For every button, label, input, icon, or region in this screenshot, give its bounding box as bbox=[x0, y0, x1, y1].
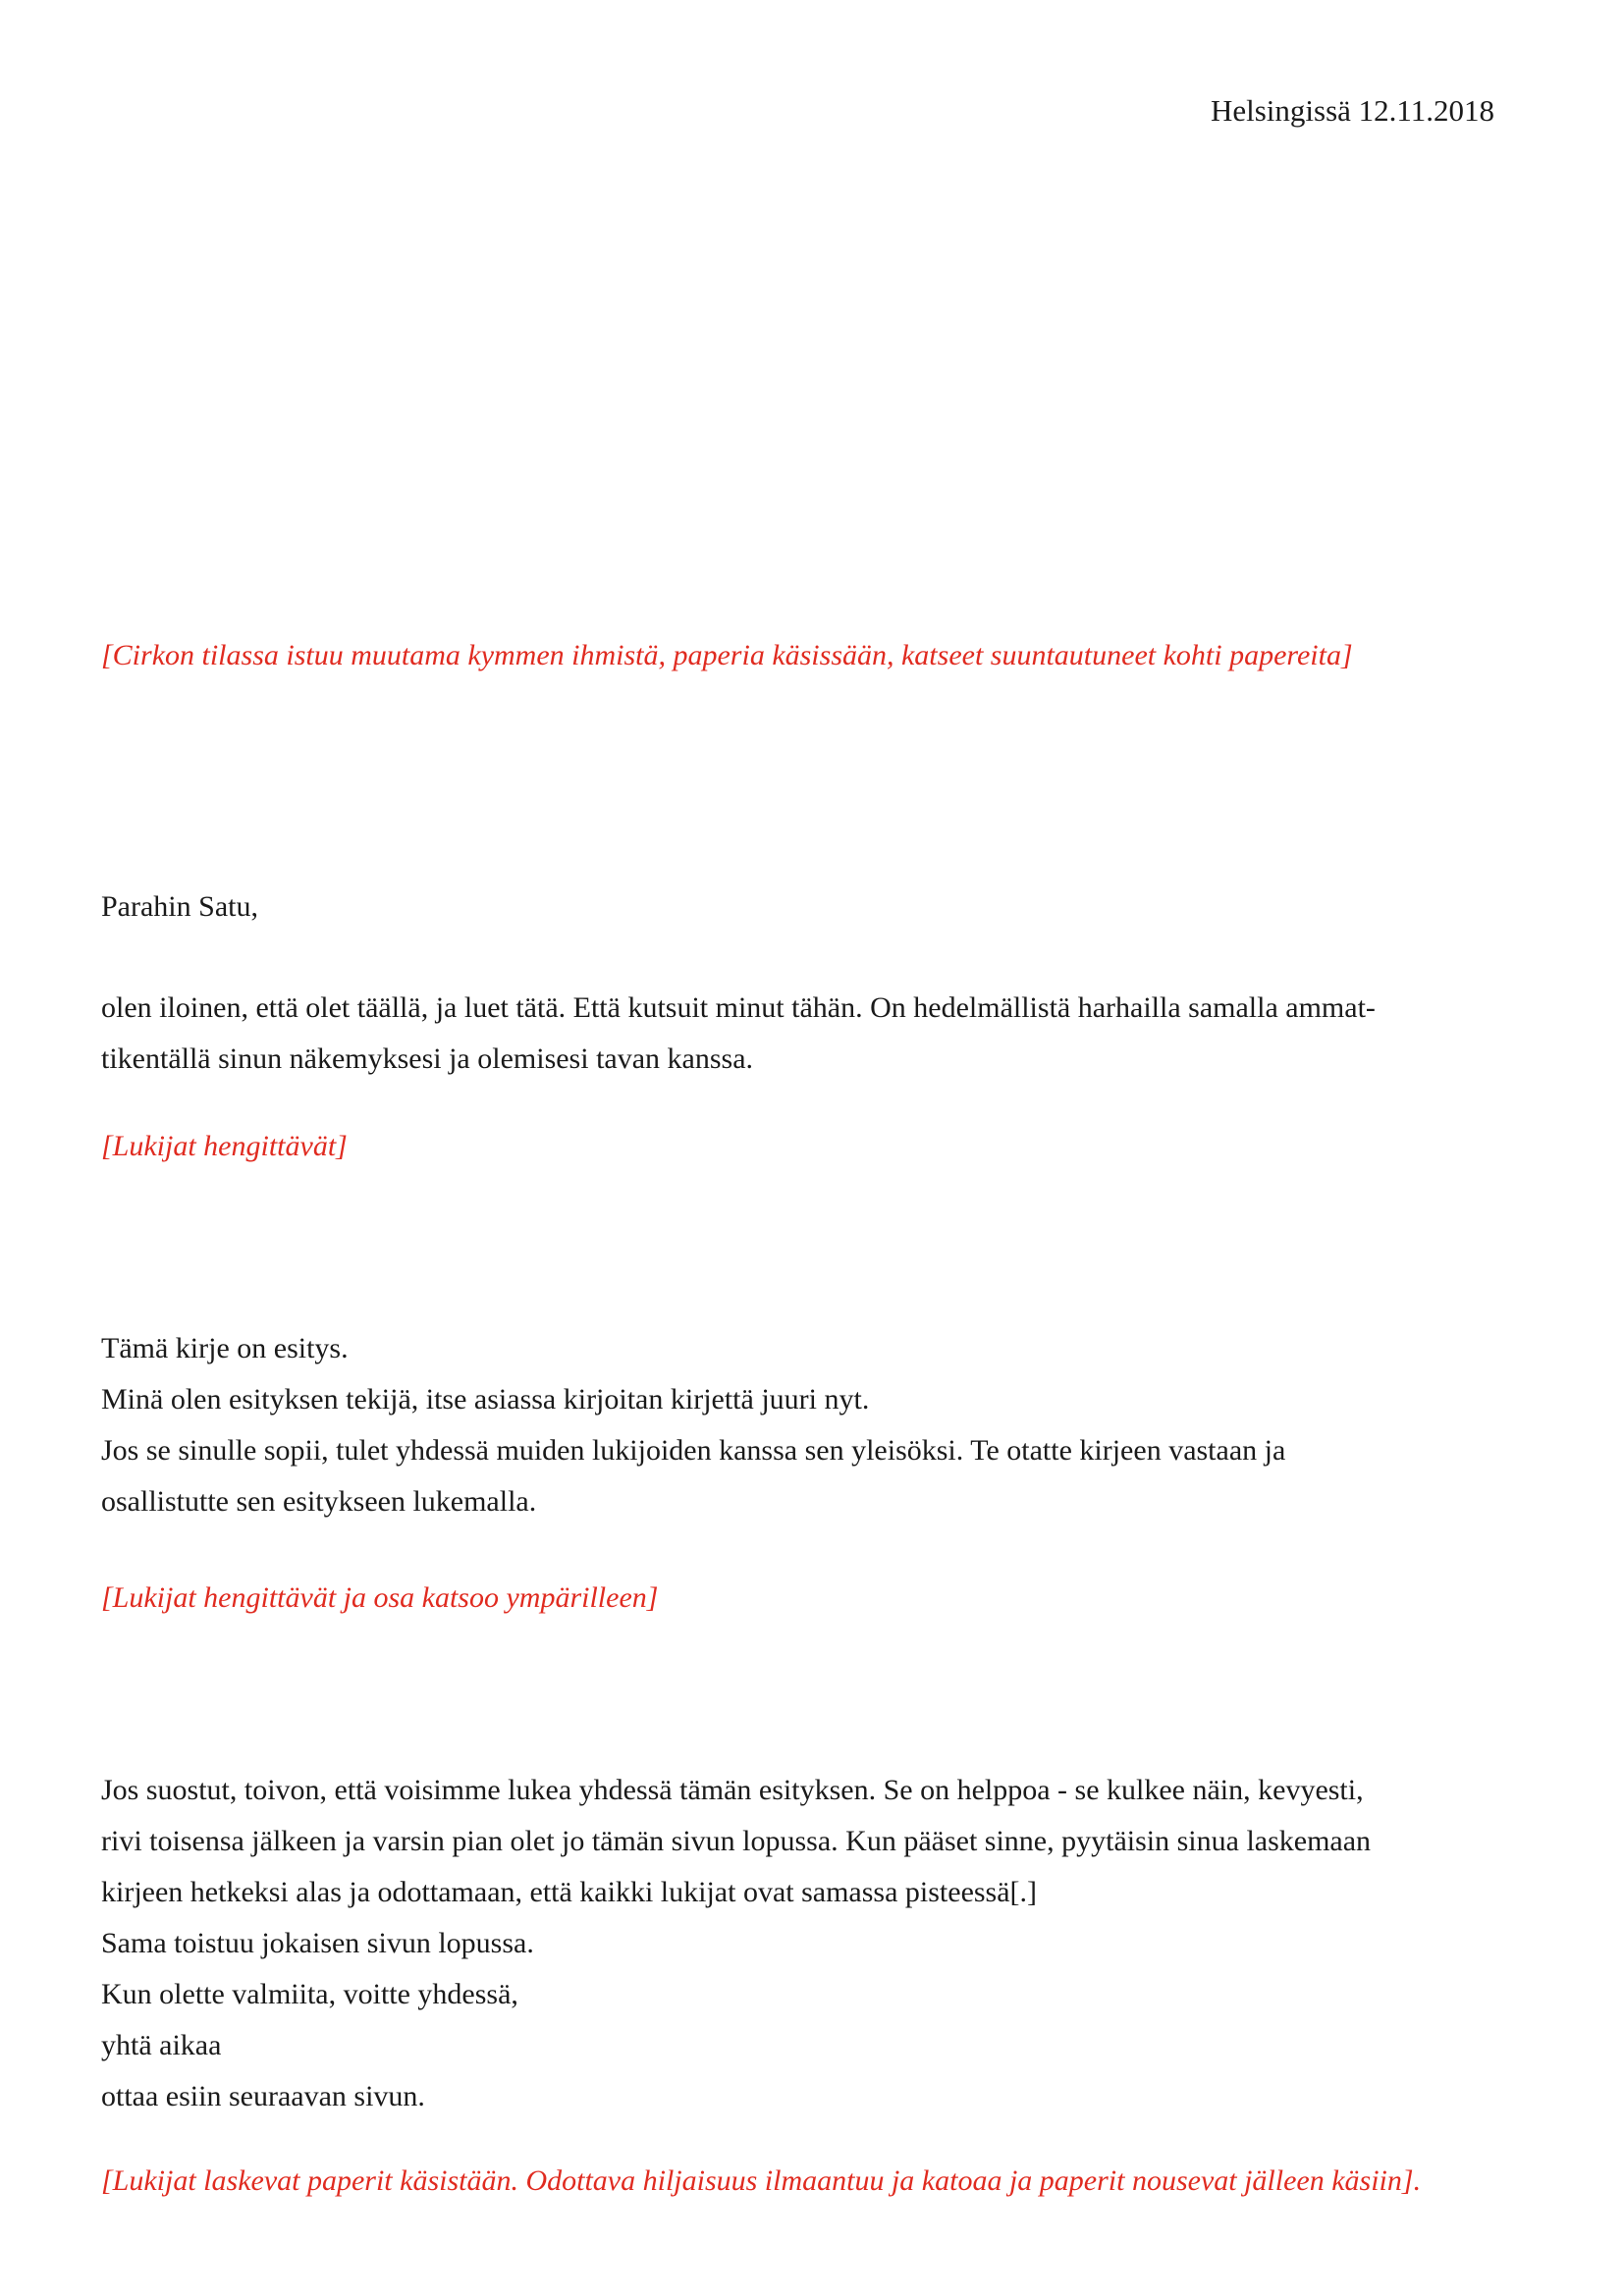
salutation: Parahin Satu, bbox=[101, 890, 258, 923]
text-line: Sama toistuu jokaisen sivun lopussa. bbox=[101, 1927, 534, 1959]
text-line: Jos suostut, toivon, että voisimme lukea yhdessä tämän esityksen. Se on helppoa - se kulkee näin, kevyesti, bbox=[101, 1774, 1364, 1806]
paragraph-2 bbox=[101, 1323, 1526, 1527]
stage-direction-opening: [Cirkon tilassa istuu muutama kymmen ihmistä, paperia käsissään, katseet suuntautuneet kohti papereita] bbox=[101, 639, 1353, 671]
text-line: osallistutte sen esitykseen lukemalla. bbox=[101, 1485, 537, 1518]
stage-direction-closing: [Lukijat laskevat paperit käsistään. Odottava hiljaisuus ilmaantuu ja katoaa ja paperit nousevat jälleen käsiin]. bbox=[101, 2164, 1422, 2197]
text-line: kirjeen hetkeksi alas ja odottamaan, että kaikki lukijat ovat samassa pisteessä[.] bbox=[101, 1876, 1038, 1908]
text-line: rivi toisensa jälkeen ja varsin pian olet jo tämän sivun lopussa. Kun pääset sinne, pyytäisin sinua laskemaan bbox=[101, 1825, 1372, 1857]
stage-direction-looking-around: [Lukijat hengittävät ja osa katsoo ympärilleen] bbox=[101, 1581, 659, 1614]
text-line: Minä olen esityksen tekijä, itse asiassa kirjoitan kirjettä juuri nyt. bbox=[101, 1383, 870, 1415]
text-line: olen iloinen, että olet täällä, ja luet tätä. Että kutsuit minut tähän. On hedelmällistä harhailla samalla ammat- bbox=[101, 991, 1376, 1024]
text-line: Jos se sinulle sopii, tulet yhdessä muiden lukijoiden kanssa sen yleisöksi. Te otatte kirjeen vastaan ja bbox=[101, 1434, 1286, 1467]
text-line: ottaa esiin seuraavan sivun. bbox=[101, 2080, 425, 2112]
text-line: tikentällä sinun näkemyksesi ja olemisesi tavan kanssa. bbox=[101, 1042, 754, 1075]
paragraph-1 bbox=[101, 983, 1526, 1085]
dateline: Helsingissä 12.11.2018 bbox=[1210, 93, 1494, 128]
text-line: yhtä aikaa bbox=[101, 2029, 222, 2061]
text-line: Tämä kirje on esitys. bbox=[101, 1332, 349, 1364]
paragraph-3 bbox=[101, 1765, 1526, 2122]
stage-direction-breathing: [Lukijat hengittävät] bbox=[101, 1130, 348, 1162]
text-line: Kun olette valmiita, voitte yhdessä, bbox=[101, 1978, 518, 2010]
